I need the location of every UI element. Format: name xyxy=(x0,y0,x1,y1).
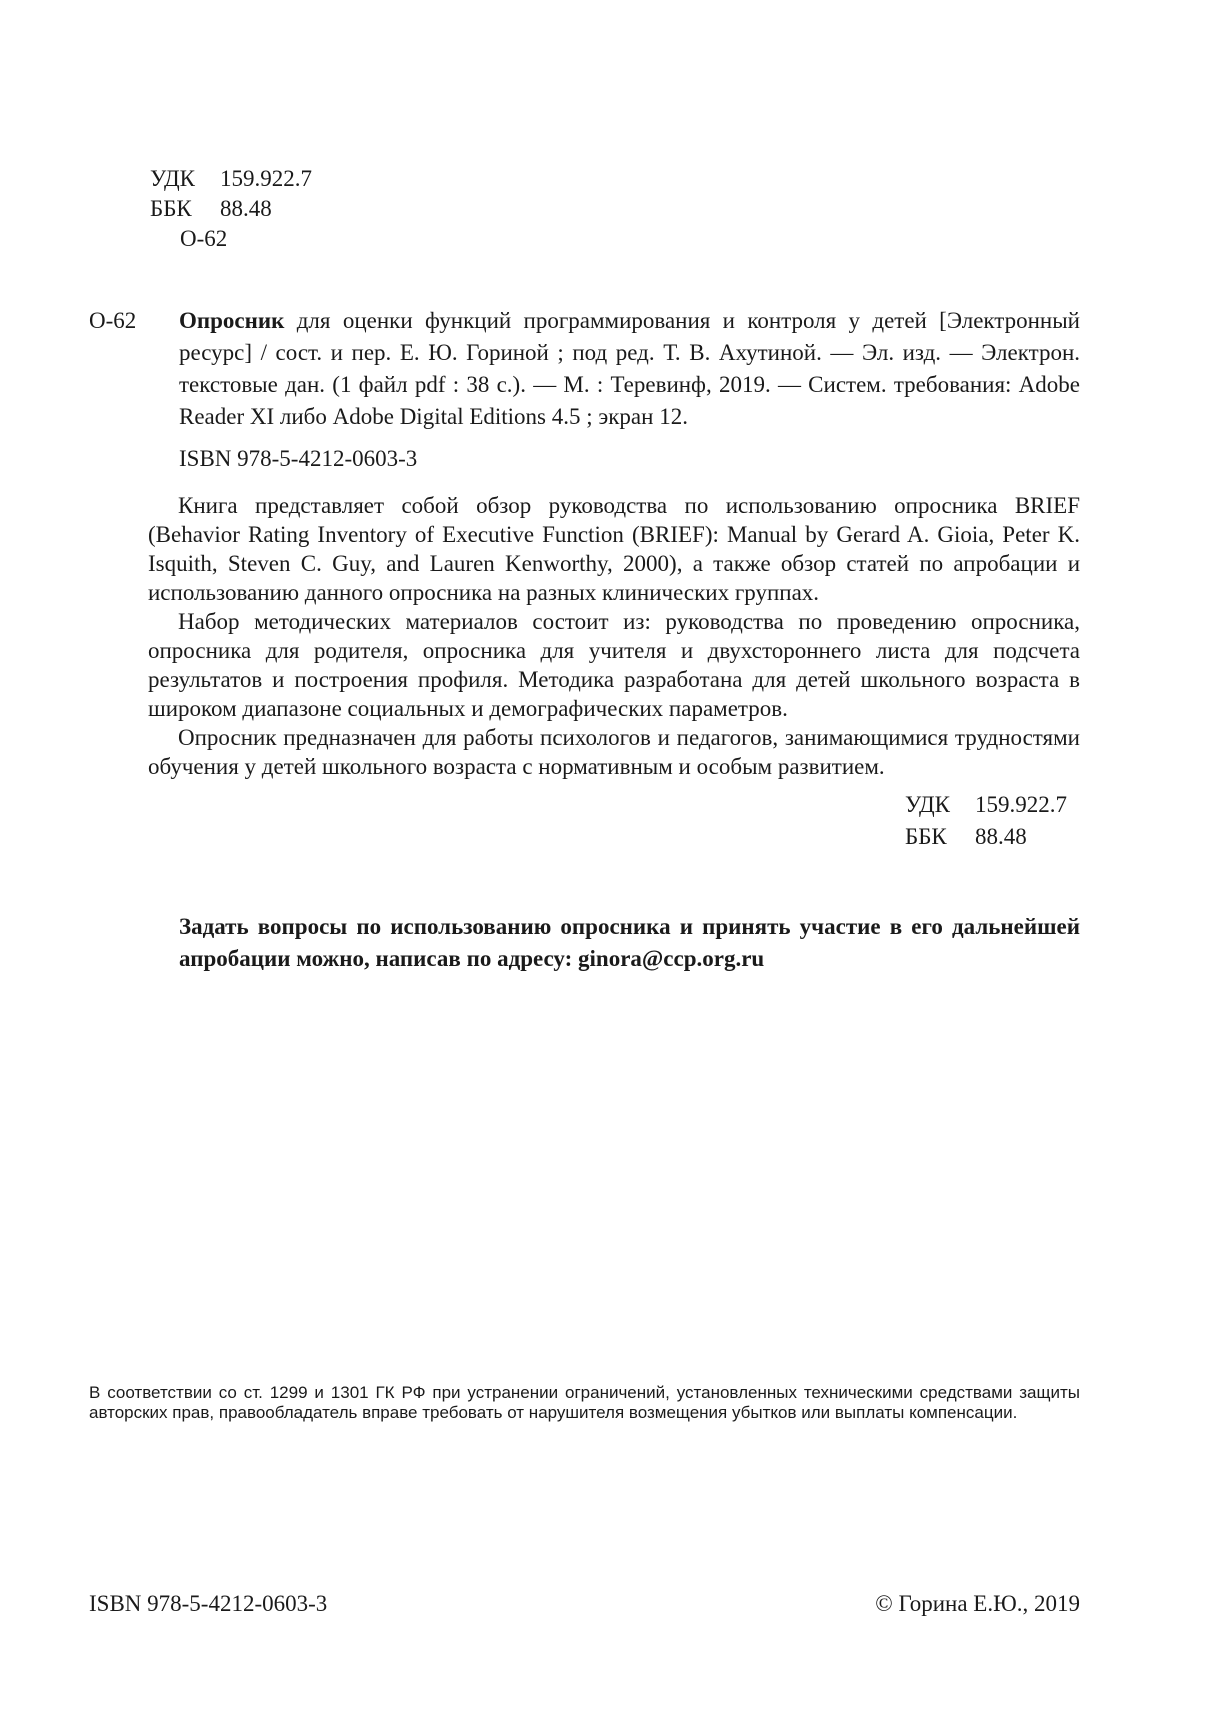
author-mark: О-62 xyxy=(180,226,228,251)
udk-label-bottom: УДК xyxy=(905,792,950,817)
abstract-paragraph-3: Опросник предназначен для работы психологов и педагогов, занимающимися трудностями обучения у детей школьного возраста с нормативным и особым развитием. xyxy=(148,725,1080,779)
udk-row xyxy=(150,164,312,194)
bbk-label: ББК xyxy=(150,196,192,221)
entry-description: для оценки функций программирования и контроля у детей [Электронный ресурс] / сост. и пер. Е. Ю. Гориной ; под ред. Т. В. Ахутиной. — Эл. изд. — Электрон. текстовые дан. (1 файл pdf : 38 с.). — М. : Теревинф, 2019. — Систем. требования: Adobe Reader XI либо Adobe Digital Editions 4.5 ; экран 12. xyxy=(179,308,1080,429)
bbk-value-bottom: 88.48 xyxy=(975,824,1027,849)
contact-notice: Задать вопросы по использованию опросника и принять участие в его дальнейшей апробации можно, написав по адресу: ginora@ccp.org.ru xyxy=(179,914,1080,971)
entry-description-paragraph xyxy=(179,305,1080,433)
copyright: © Горина Е.Ю., 2019 xyxy=(875,1591,1080,1616)
abstract-paragraph-2: Набор методических материалов состоит из: руководства по проведению опросника, опросника для родителя, опросника для учителя и двухстороннего листа для подсчета результатов и построения профиля. Методика разработана для детей школьного возраста в широком диапазоне социальных и демографических параметров. xyxy=(148,609,1080,721)
udk-value: 159.922.7 xyxy=(220,166,312,191)
bbk-value: 88.48 xyxy=(220,196,272,221)
entry-code: О-62 xyxy=(89,308,137,333)
bibliographic-entry xyxy=(179,305,1080,475)
entry-title: Опросник xyxy=(179,308,285,333)
classification-bottom xyxy=(905,789,1067,853)
legal-notice: В соответствии со ст. 1299 и 1301 ГК РФ при устранении ограничений, установленных техническими средствами защиты авторских прав, правообладатель вправе требовать от нарушителя возмещения убытков или выплаты компенсации. xyxy=(89,1383,1080,1422)
abstract xyxy=(148,491,1080,781)
footer-isbn: ISBN 978-5-4212-0603-3 xyxy=(89,1591,328,1616)
classification-top xyxy=(150,164,312,254)
udk-row-bottom xyxy=(905,789,1067,821)
udk-label: УДК xyxy=(150,166,195,191)
entry-isbn: ISBN 978-5-4212-0603-3 xyxy=(179,446,418,471)
bbk-row xyxy=(150,194,312,224)
bbk-label-bottom: ББК xyxy=(905,824,947,849)
abstract-paragraph-1: Книга представляет собой обзор руководства по использованию опросника BRIEF (Behavior Rating Inventory of Executive Function (BRIEF): Manual by Gerard A. Gioia, Peter K. Isquith, Steven C. Guy, and Lauren Kenworthy, 2000), а также обзор статей по апробации и использованию данного опросника на разных клинических группах. xyxy=(148,493,1080,605)
udk-value-bottom: 159.922.7 xyxy=(975,792,1067,817)
bbk-row-bottom xyxy=(905,821,1067,853)
